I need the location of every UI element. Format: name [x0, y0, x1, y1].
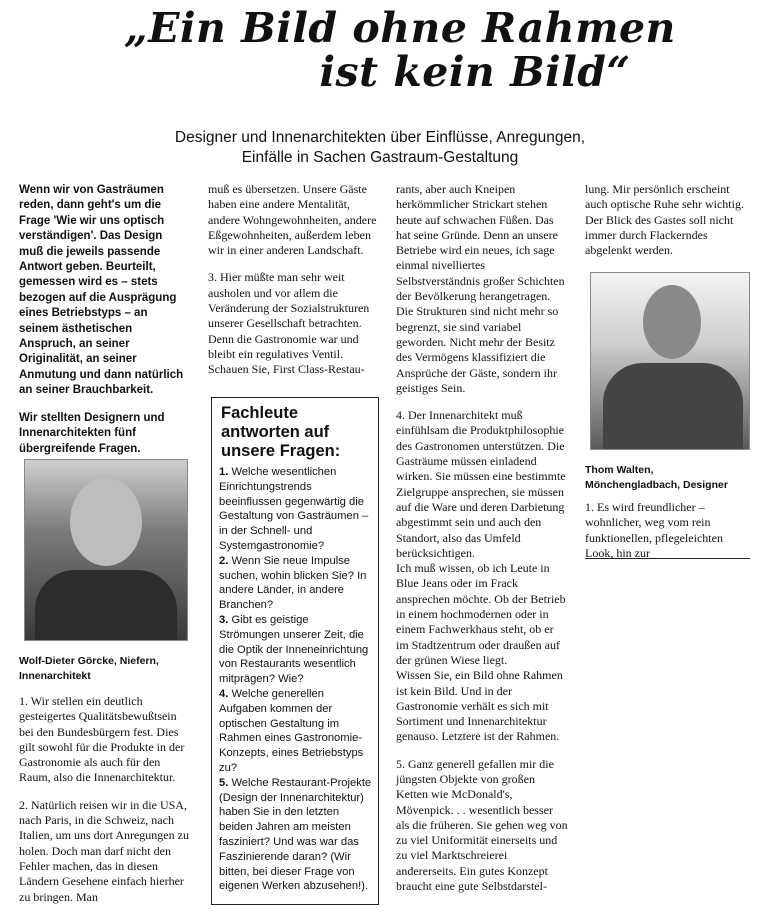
- headline-line-1: „Ein Bild ohne Rahmen: [124, 4, 676, 52]
- question-4: [219, 687, 372, 776]
- column-3-text-1: rants, aber auch Kneipen herkömmlicher Strickart stehen heute auf schwachen Füßen. Das hat seine Gründe. Denn an unsere Betriebe wird ein neues, ich sage einmal nivelliertes Selbstverständnis großer Schichten der Bevölkerung herangetragen. Die Strukturen sind nicht mehr so begrenzt, sie sind variabel geworden. Nicht mehr der Besitz des Vermögens klassifiziert die Ansprüche der Gäste, sondern ihr geistiges Sein.: [396, 182, 565, 395]
- question-5: [219, 776, 372, 894]
- portrait-face-shape: [643, 285, 701, 359]
- subtitle: [60, 128, 700, 168]
- box-title-line-3: unsere Fragen:: [221, 442, 341, 460]
- question-4-text: Welche generellen Aufgaben kommen der optischen Gestaltung im Rahmen eines Gastronomie-Konzepts, eines Betriebstyps zu?: [219, 687, 364, 774]
- column-2-text-1: muß es übersetzen. Unsere Gäste haben eine andere Mentalität, andere Wohngewohnheiten, andere Eßgewohnheiten, außerdem leben wir in einer anderen Landschaft.: [208, 182, 377, 258]
- headline: [0, 6, 760, 94]
- question-5-number: 5.: [219, 776, 229, 789]
- photo-caption-walten: Thom Walten, Mönchengladbach, Designer: [585, 464, 728, 491]
- column-3-text-2: 4. Der Innenarchitekt muß einfühlsam die Produktphilosophie des Gastronomen unterstützen. Die Gasträume müssen einladend wirken. Sie müssen eine bestimmte Zielgruppe ansprechen, sie müssen auf die Ware und deren Darbietung abgestimmt sein und auch den Standort, also das Umfeld berücksichtigen.: [396, 408, 566, 560]
- question-3-text: Gibt es geistige Strömungen unserer Zeit, die die Optik der Inneneinrichtung von Restaurants wesentlich mitprägen? Wie?: [219, 613, 369, 686]
- portrait-body-shape: [35, 570, 177, 641]
- column-2: [208, 182, 378, 390]
- answer-goercke-2: 2. Natürlich reisen wir in die USA, nach Paris, in die Schweiz, nach Italien, um uns dort Anregungen zu holen. Doch man darf nicht den Fehler machen, das in diesen Ländern Gesehene einfach hierher zu bringen. Man: [19, 797, 189, 904]
- column-3-text-4: Wissen Sie, ein Bild ohne Rahmen ist kein Bild. Und in der Gastronomie verhält es sich mit Sortiment und Innenarchitektur genauso. Letztere ist der Rahmen.: [396, 668, 563, 744]
- column-3: [396, 182, 568, 906]
- answer-walten-1: 1. Es wird freundlicher – wohnlicher, weg vom rein funktionellen, pflegeleichten Look, hin zur: [585, 500, 723, 560]
- question-3: [219, 613, 372, 687]
- question-1-number: 1.: [219, 466, 229, 478]
- box-title-line-1: Fachleute: [221, 404, 299, 422]
- column-3-text-5: 5. Ganz generell gefallen mir die jüngsten Objekte von großen Ketten wie McDonald's, Mövenpick. . . wesentlich besser als die früheren. Sie gehen weg von zu viel Uniformität einerseits und zu viel Marktschreierei andererseits. Ein gutes Konzept braucht eine gute Selbstdarstel-: [396, 756, 568, 894]
- column-4-end-rule: [585, 558, 750, 559]
- questions-box: [211, 397, 379, 905]
- question-3-number: 3.: [219, 613, 229, 626]
- questions-box-title: [221, 404, 372, 461]
- subtitle-line-2: Einfälle in Sachen Gastraum-Gestaltung: [241, 149, 519, 166]
- question-4-number: 4.: [219, 687, 229, 700]
- headline-line-2: ist kein Bild“: [319, 48, 631, 96]
- intro-paragraph-2: Wir stellten Designern und Innenarchitekten fünf übergreifende Fragen.: [19, 411, 165, 455]
- column-1-answers: [19, 694, 194, 917]
- column-3-text-3: Ich muß wissen, ob ich Leute in Blue Jeans oder im Frack ansprechen möchte. Ob der Betrieb in einem hochmodernen oder in einem Fachwerkhaus steht, ob er im Stadtzentrum oder draußen auf der grünen Wiese liegt.: [396, 561, 566, 667]
- box-title-line-2: antworten auf: [221, 423, 330, 441]
- column-4-answers: [585, 500, 750, 573]
- column-1: [19, 183, 189, 457]
- question-1-text: Welche wesentlichen Einrichtungstrends beeinflussen gegenwärtig die Gestaltung von Gasträumen – in der Schnell- und Systemgastronomie?: [219, 466, 369, 552]
- column-4-text-1: lung. Mir persönlich erscheint auch optische Ruhe sehr wichtig. Der Blick des Gastes soll nicht immer durch Flackerndes abgelenkt werden.: [585, 182, 744, 258]
- question-1: [219, 465, 372, 554]
- answer-goercke-1: 1. Wir stellen ein deutlich gesteigertes Qualitätsbewußtsein bei den Bundesbürgern fest. Dies gilt sowohl für die Produkte in der Gastronomie als auch für den Raum, also die Innenarchitektur.: [19, 694, 185, 785]
- intro-paragraph: Wenn wir von Gasträumen reden, dann geht's um die Frage 'Wie wir uns optisch verständigen'. Das Design muß die jeweils passende Antwort geben. Beurteilt, gemessen wird es – stets bezogen auf die Ausprägung eines Betriebstyps – an seinem ästhetischen Anspruch, an seiner Originalität, an seiner Anmutung und dann natürlich an seiner Brauchbarkeit.: [19, 184, 184, 397]
- column-2-text-2: 3. Hier müßte man sehr weit ausholen und vor allem die Veränderung der Sozialstrukturen unserer Gesellschaft betrachten. Denn die Gastronomie war und bleibt ein regulatives Ventil. Schauen Sie, First Class-Restau-: [208, 270, 370, 377]
- portrait-body-shape: [603, 363, 743, 450]
- question-2-text: Wenn Sie neue Impulse suchen, wohin blicken Sie? In andere Länder, in andere Branchen?: [219, 554, 367, 612]
- portrait-face-shape: [70, 478, 142, 566]
- portrait-photo-walten: [590, 272, 750, 450]
- question-2-number: 2.: [219, 554, 229, 567]
- question-2: [219, 554, 372, 613]
- portrait-photo-goercke: [24, 459, 188, 641]
- subtitle-line-1: Designer und Innenarchitekten über Einflüsse, Anregungen,: [174, 129, 586, 146]
- question-5-text: Welche Restaurant-Projekte (Design der Innenarchitektur) haben Sie in den letzten beiden Jahren am meisten fasziniert? Und was war das Faszinierende daran? (Wir bitten, bei dieser Frage von eigenen Werken abzusehen!).: [219, 776, 372, 893]
- column-4: [585, 182, 750, 270]
- photo-caption-goercke: Wolf-Dieter Görcke, Niefern, Innenarchitekt: [19, 655, 159, 682]
